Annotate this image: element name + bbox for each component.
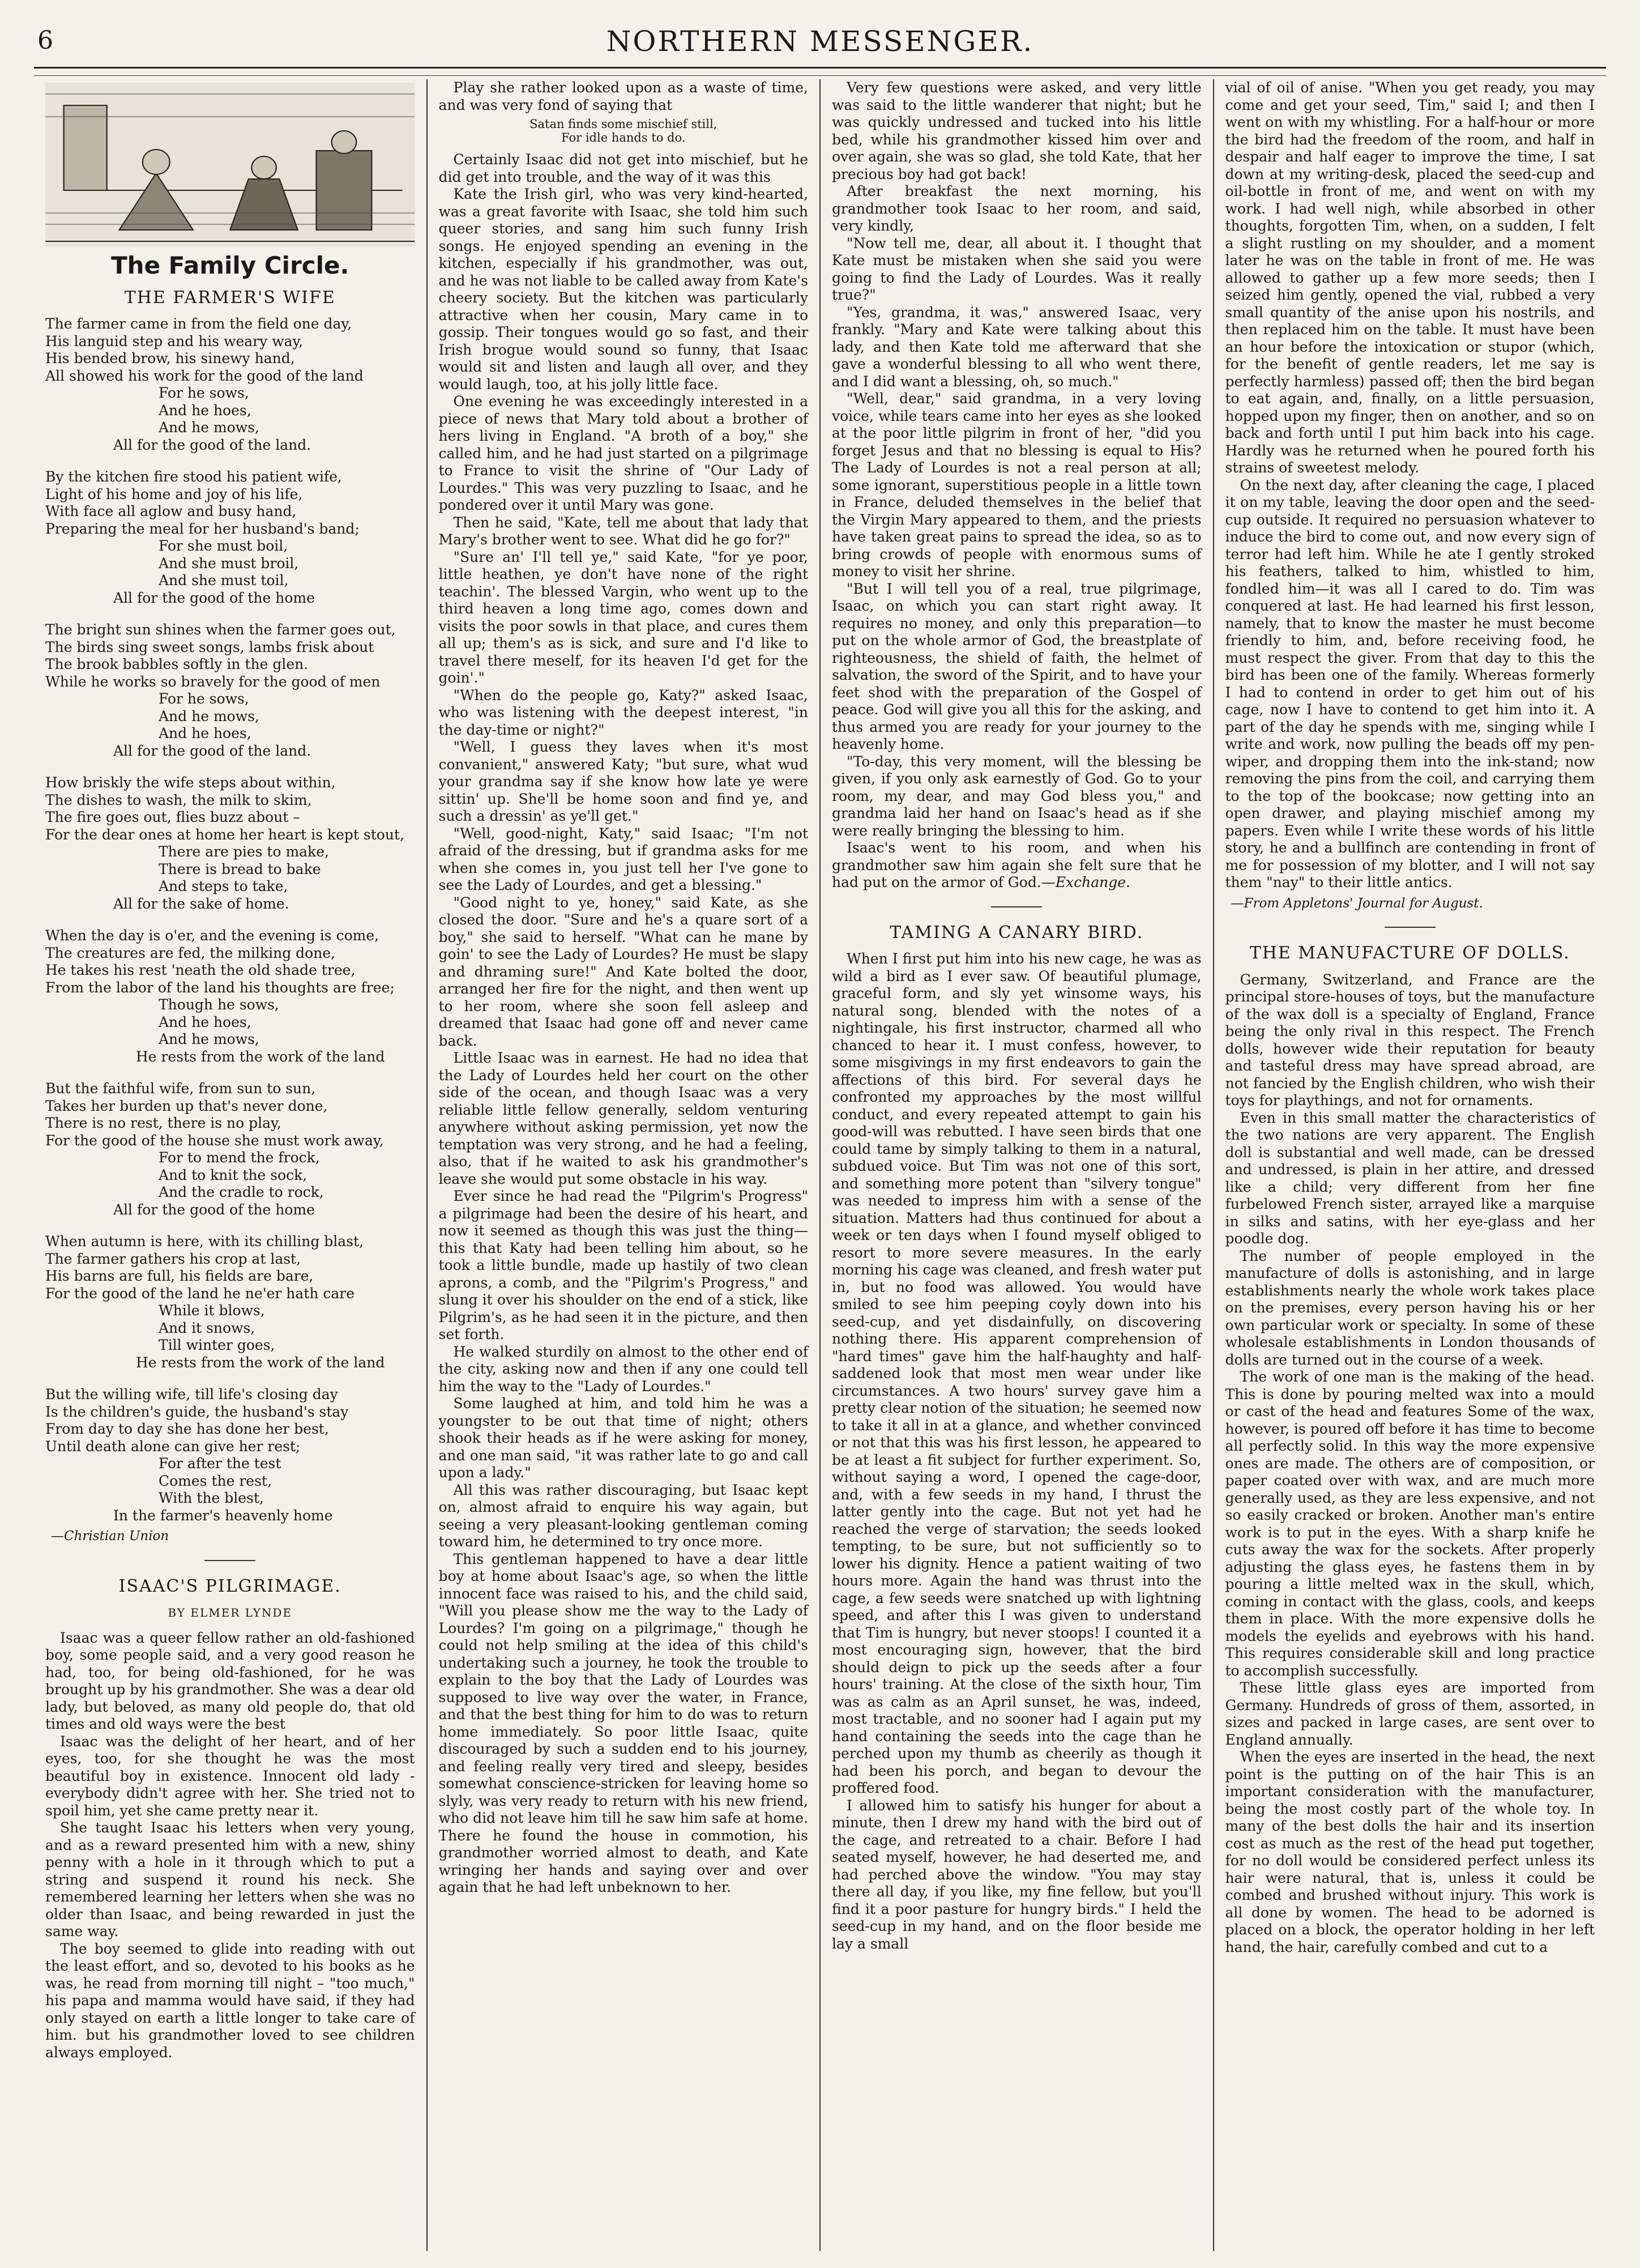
poem-line: All for the good of the land. xyxy=(113,436,311,453)
poem-title: THE FARMER'S WIFE xyxy=(124,287,336,308)
column-1 xyxy=(34,79,428,2251)
story-paragraph: "Well, I guess they laves when it's most convanient," answered Katy; "but sure, what wud your grandma say if she know how late ye were sittin' up. She'll be home soon and find ye, and such a dressin' as ye'll get." xyxy=(438,739,808,824)
poem-line: All for the sake of home. xyxy=(113,895,289,912)
poem-verse xyxy=(45,774,415,913)
story-paragraph: She taught Isaac his letters when very young, and as a reward presented him with a new, shiny penny with a hole in it through which to put a string and suspend it round his neck. She remembered learning her letters when she was no older than Isaac, and being rewarded in just the same way. xyxy=(45,1819,415,1939)
poem-line: All for the good of the home xyxy=(113,589,315,606)
poem-line: When the day is o'er, and the evening is come, xyxy=(45,927,379,944)
poem-line: For to mend the frock, xyxy=(159,1149,320,1166)
poem-line: Preparing the meal for her husband's band; xyxy=(45,520,360,537)
story-paragraph: "Yes, grandma, it was," answered Isaac, very frankly. "Mary and Kate were talking about this lady, and then Kate told me afterward that she gave a wonderful blessing to all who went there, and I did want a blessing, oh, so much." xyxy=(832,304,1202,390)
article-paragraph: vial of oil of anise. "When you get ready, you may come and get your seed, Tim," said I; and then I went on with my whistling. For a half-hour or more the bird had the freedom of the room, and half in despair and half eager to improve the time, I sat down at my writing-desk, placed the seed-cup and oil-bottle in front of me, and went on with my work. I had well nigh, while absorbed in other thoughts, forgotten Tim, when, on a sudden, I felt a slight rustling on my shoulder, and a moment later he was on the table in front of me. He was allowed to gather up a few more seeds; then I seized him gently, opened the vial, rubbed a very small quantity of the anise upon his nostrils, and then replaced him on the table. It must have been an hour before the intoxication or stupor (which, for the benefit of gentle readers, let me say is perfectly harmless) passed off; then the bird began to eat again, and, finally, on a little persuasion, hopped upon my finger, then on another, and so on back and forth until I put him back into his cage. Hardly was he returned when he poured forth his strains of sweetest melody. xyxy=(1225,79,1595,476)
story-paragraph xyxy=(832,839,1202,892)
poem-line: But the faithful wife, from sun to sun, xyxy=(45,1080,316,1097)
poem-line: The farmer gathers his crop at last, xyxy=(45,1250,301,1267)
article-paragraph: On the next day, after cleaning the cage, I placed it on my table, leaving the door open and the seed-cup outside. It required no persuasion whatever to induce the bird to come out, and now every sign of terror had left him. While he ate I gently stroked his feathers, talked to him, whistled to him, fondled him—it was all I cared to do. Tim was conquered at last. He had learned his first lesson, namely, that to know the master he must become friendly to him, and, before receiving food, he must respect the giver. From that day to this the bird has been one of the family. Whereas formerly I had to contend in order to get him out of his cage, now I have to contend to get him into it. A part of the day he spends with me, singing while I write and work, now pulling the beads off my pen-wiper, and dropping them into the ink-stand; now removing the pins from the coil, and carrying them to the top of the bookcase; now getting into an open drawer, and playing mischief among my papers. Even while I write these words of his little story, he and a bullfinch are contending in front of me for possession of my blotter, and I will not say them "nay" to their little antics. xyxy=(1225,476,1595,890)
page-number: 6 xyxy=(37,26,53,55)
story-paragraph: "But I will tell you of a real, true pilgrimage, Isaac, on which you can start right away. It requires no money, and only this preparation—to put on the whole armor of God, the breastplate of righteousness, the shield of faith, the helmet of salvation, the sword of the Spirit, and to have your feet shod with the preparation of the Gospel of peace. God will give you all this for the asking, and thus armed you are ready for your journey to the heavenly home. xyxy=(832,580,1202,752)
poem-line: By the kitchen fire stood his patient wife, xyxy=(45,468,342,485)
motto-line: Satan finds some mischief still, xyxy=(529,117,718,131)
poem-verse xyxy=(45,316,415,454)
column-3 xyxy=(821,79,1214,2251)
poem-verse xyxy=(45,468,415,607)
poem-line: And he mows, xyxy=(159,707,259,724)
story-paragraph: After breakfast the next morning, his grandmother took Isaac to her room, and said, very kindly, xyxy=(832,183,1202,234)
story-paragraph-text: Isaac's went to his room, and when his grandmother saw him again she felt sure that he had put on the armor of God.— xyxy=(832,839,1202,890)
article-paragraph: The work of one man is the making of the head. This is done by pouring melted wax into a mould or cast of the head and features Some of the wax, however, is poured off before it has time to become all perfectly solid. In this way the more expensive ones are made. The others are of composition, or paper coated over with wax, and are much more generally used, as they are less expensive, and not so easily cracked or broken. Another man's entire work is to put in the eyes. With a sharp knife he cuts away the wax for the sockets. After properly adjusting the glass eyes, he fastens them in by pouring a little melted wax in the skull, which, coming in contact with the glass, cools, and keeps them in place. With the more expensive dolls he models the eyelids and eyebrows with his hand. This requires considerable skill and long practice to accomplish successfully. xyxy=(1225,1369,1595,1679)
poem-line: While he works so bravely for the good of men xyxy=(45,673,381,690)
article-paragraph: Germany, Switzerland, and France are the principal store-houses of toys, but the manufacture of the wax doll is a specialty of England, France being the only rival in this respect. The French dolls, however wide their reputation for beauty and tasteful dress may have spread abroad, are not fancied by the English children, who wish their toys for playthings, and not for ornaments. xyxy=(1225,971,1595,1109)
poem-line: How briskly the wife steps about within, xyxy=(45,774,336,791)
article-paragraph: Even in this small matter the characteristics of the two nations are very apparent. The English doll is substantial and well made, can be dressed and undressed, is plain in her attire, and dressed like a child; very different from her fine furbelowed French sister, arrayed like a marquise in silks and satins, with her eye-glass and her poodle dog. xyxy=(1225,1109,1595,1247)
section-divider xyxy=(204,1560,255,1561)
poem-line: The brook babbles softly in the glen. xyxy=(45,656,309,672)
article-title: THE MANUFACTURE OF DOLLS. xyxy=(1249,943,1570,963)
poem-line: There are pies to make, xyxy=(159,843,329,860)
poem-line: And the cradle to rock, xyxy=(159,1184,324,1200)
poem-credit: —Christian Union xyxy=(51,1529,169,1544)
masthead xyxy=(34,23,1606,69)
columns xyxy=(34,79,1606,2251)
story-paragraph: Kate the Irish girl, who was very kind-hearted, was a great favorite with Isaac, she told him such queer stories, and sang him such funny Irish songs. He enjoyed spending an evening in the kitchen, especially if his grandmother, was out, and he was not liable to be called away from Kate's cheery society. But the kitchen was particularly attractive when her cousin, Mary came in to gossip. Their tongues would go so fast, and their Irish brogue would sound so funny, that Isaac would sit and listen and laugh all over, and they would laugh, too, at his jolly little face. xyxy=(438,186,808,393)
poem-line: When autumn is here, with its chilling blast, xyxy=(45,1233,364,1250)
poem-line: And he hoes, xyxy=(159,402,251,419)
poem-line: The fire goes out, flies buzz about – xyxy=(45,809,300,825)
poem-line: The creatures are fed, the milking done, xyxy=(45,944,336,961)
poem-line: With face all aglow and busy hand, xyxy=(45,503,297,519)
section-heading: The Family Circle. xyxy=(111,251,349,279)
poem-line: For the good of the house she must work away, xyxy=(45,1132,384,1149)
poem-line: The dishes to wash, the milk to skim, xyxy=(45,791,312,808)
poem-line: For he sows, xyxy=(159,690,249,707)
poem-line: From day to day she has done her best, xyxy=(45,1421,329,1437)
poem-line: His languid step and his weary way, xyxy=(45,332,304,349)
poem-line: There is bread to bake xyxy=(159,860,321,877)
story-paragraph: "Sure an' I'll tell ye," said Kate, "for ye poor, little heathen, ye don't have none of the right teachin'. The blessed Vargin, who went up to the third heaven a long time ago, comes down and visits the poor sowls in that place, and cures them all up; them's as is sick, and sure and I'd like to travel there meself, for its heaven I'd get for the goin'." xyxy=(438,548,808,686)
poem-line: And to knit the sock, xyxy=(159,1166,308,1183)
poem-line: And it snows, xyxy=(159,1319,255,1336)
article-paragraph: I allowed him to satisfy his hunger for about a minute, then I drew my hand with the bird out of the cage, and retreated to a chair. Before I had seated myself, however, he had deserted me, and had perched above the window. "You may stay there all day, if you like, my fine fellow, but you'll find it a poor pasture for hungry birds." I held the seed-cup in my hand, and on the floor beside me lay a small xyxy=(832,1797,1202,1952)
article-paragraph: These little glass eyes are imported from Germany. Hundreds of gross of them, assorted, in sizes and packed in large cases, are sent over to England annually. xyxy=(1225,1679,1595,1748)
article-paragraph: When the eyes are inserted in the head, the next point is the putting on of the hair This is an important consideration with the manufacturer, being the most costly part of the whole toy. In many of the best dolls the hair and its insertion cost as much as the rest of the head put together, for no doll would be considered perfect unless its hair were natural, that is, unless it could be combed and brushed without injury. This work is all done by women. The head to be adorned is placed on a block, the operator holding in her left hand, the hair, carefully combed and cut to a xyxy=(1225,1749,1595,1955)
story-paragraph: "When do the people go, Katy?" asked Isaac, who was listening with the deepest interest, "in the day-time or night?" xyxy=(438,687,808,738)
poem xyxy=(45,316,415,1524)
poem-line: Takes her burden up that's never done, xyxy=(45,1097,328,1114)
poem-verse xyxy=(45,1080,415,1218)
poem-line: There is no rest, there is no play, xyxy=(45,1115,281,1131)
story-paragraph: Ever since he had read the "Pilgrim's Progress" a pilgrimage had been the desire of his heart, and now it seemed as though this was just the thing—this that Katy had been telling him about, so he took a little bundle, made up hastily of two clean aprons, a comb, and the "Pilgrim's Progress," and slung it over his shoulder on the end of a stick, like Pilgrim's, as he had seen it in the picture, and then set forth. xyxy=(438,1188,808,1342)
poem-line: Till winter goes, xyxy=(159,1337,275,1353)
story-paragraph: Very few questions were asked, and very little was said to the little wanderer that night; but he was quickly undressed and tucked into his little bed, while his grandmother kissed him over and over again, she was so glad, she told Kate, that her precious boy had got back! xyxy=(832,79,1202,182)
story-paragraph: "Good night to ye, honey," said Kate, as she closed the door. "Sure and he's a quare sort of a boy," she said to herself. "What can he mane by goin' to see the Lady of Lourdes? He must be slapy and dhraming sure!" And Kate bolted the door, arranged her fire for the night, and then went up to her room, where she soon fell asleep and dreamed that Isaac had gone off and never came back. xyxy=(438,894,808,1049)
article-paragraph: The number of people employed in the manufacture of dolls is astonishing, and in large establishments nearly the whole work takes place on the premises, every person having his or her own particular work or specialty. In some of these wholesale establishments in London thousands of dolls are turned out in the course of a week. xyxy=(1225,1247,1595,1368)
motto xyxy=(439,117,809,144)
poem-line: Until death alone can give her rest; xyxy=(45,1438,301,1455)
poem-verse xyxy=(45,1386,415,1524)
poem-line: The birds sing sweet songs, lambs frisk about xyxy=(45,638,374,655)
poem-line: Comes the rest, xyxy=(159,1472,272,1489)
story-paragraph: This gentleman happened to have a dear little boy at home about Isaac's age, so when the little innocent face was raised to his, and the child said, "Will you please show me the way to the Lady of Lourdes? I'm going on a pilgrimage," though he could not help smiling at the idea of this child's undertaking such a journey, he took the trouble to explain to the boy that the Lady of Lourdes was supposed to live way over the water, in France, and that the best thing for him to do was to return home immediately. So poor little Isaac, quite discouraged by such a sudden end to his journey, and feeling really very tired and sleepy, besides somewhat conscience-stricken for leaving home so slyly, was very ready to return with his new friend, who did not leave him till he saw him safe at home. There he found the house in commotion, his grandmother worried almost to death, and Kate wringing her hands and saying over and over again that he had left unbeknown to her. xyxy=(438,1550,808,1895)
section-divider xyxy=(1385,927,1436,928)
poem-line: He takes his rest 'neath the old shade tree, xyxy=(45,962,356,978)
story-paragraph: Some laughed at him, and told him he was a youngster to be out that time of night; others shook their heads as if he were asking for money, and one man said, "it was rather late to go and call upon a lady." xyxy=(438,1395,808,1481)
poem-line: And she must toil, xyxy=(159,572,289,589)
poem-line: The farmer came in from the field one day, xyxy=(45,316,352,332)
poem-line: And he hoes, xyxy=(159,1013,251,1030)
family-scene-engraving xyxy=(45,83,415,247)
poem-line: For the good of the land he ne'er hath care xyxy=(45,1285,355,1302)
story-paragraph: Then he said, "Kate, tell me about that lady that Mary's brother went to see. What did he go for?" xyxy=(438,514,808,548)
poem-line: In the farmer's heavenly home xyxy=(113,1507,333,1524)
section-divider xyxy=(991,906,1042,907)
story-paragraph: "Well, good-night, Katy," said Isaac; "I'm not afraid of the dressing, but if grandma asks for me when she comes in, you just tell her I've gone to see the Lady of Lourdes, and get a blessing." xyxy=(438,825,808,893)
poem-line: For he sows, xyxy=(159,385,249,401)
article-paragraph: When I first put him into his new cage, he was as wild a bird as I ever saw. Of beautiful plumage, graceful form, and sly yet winsome ways, his natural song, blended with the notes of a nightingale, his first instructor, charmed all who chanced to hear it. I must confess, however, to some misgivings in my first endeavors to gain the affections of this bird. For several days he confronted my approaches by the most willful conduct, and every repeated attempt to gain his good-will was rebutted. I have seen birds that one could tame by simply talking to them in a natural, subdued voice. But Tim was not one of this sort, and something more potent than "silvery tongue" was needed to impress him with a sense of the situation. Matters had thus continued for about a week or ten days when I found myself obliged to resort to more severe measures. In the early morning his cage was cleaned, and fresh water put in, but no food was allowed. You would have smiled to see him peeping coyly down into his seed-cup, and yet disdainfully, on discovering nothing there. His apparent comprehension of "hard times" gave him the half-haughty and half-saddened look that most men wear under like circumstances. A two hours' survey gave him a pretty clear notion of the situation; he seemed now to take it all in at a glance, and whether convinced or not that this was his first lesson, he appeared to be at least a fit subject for further experiment. So, without saying a word, I opened the cage-door, and, with a few seeds in my hand, I thrust the latter gently into the cage. But not yet had he reached the verge of starvation; the seeds looked tempting, to be sure, but not sufficiently so to lower his dignity. Hence a patient waiting of two hours more. Again the hand was thrust into the cage, a few seeds were snatched up with lightning speed, and after this I was given to understand that Tim is hungry, but never stoops! I counted it a most encouraging sign, however, that the bird should deign to pick up the seeds after a four hours' training. At the close of the sixth hour, Tim was as calm as an April sunset, he was, indeed, most tractable, and no sooner had I again put my hand containing the seeds into the cage than he perched upon my thumb as cheerily as though it had been his porch, and began to devour the proffered food. xyxy=(832,950,1202,1796)
poem-line: Though he sows, xyxy=(159,996,279,1013)
poem-line: While it blows, xyxy=(159,1302,265,1319)
poem-line: With the blest, xyxy=(159,1490,264,1506)
story-paragraph: He walked sturdily on almost to the other end of the city, asking now and then if any one could tell him the way to the "Lady of Lourdes." xyxy=(438,1343,808,1395)
motto-line: For idle hands to do. xyxy=(561,131,686,144)
poem-verse xyxy=(45,927,415,1065)
story-paragraph: Isaac was a queer fellow rather an old-fashioned boy, some people said, and a very good reason he had, too, for being old-fashioned, for he was brought up by his grandmother. She was a dear old lady, but beloved, as many old people do, that old times and old ways were the best xyxy=(45,1629,415,1732)
story-paragraph: Little Isaac was in earnest. He had no idea that the Lady of Lourdes held her court on the other side of the ocean, and though Isaac was a very reliable little fellow generally, seldom venturing anywhere without asking permission, yet now the temptation was very strong, and he had a feeling, also, that if he waited to ask his grandmother's leave she would put some obstacle in his way. xyxy=(438,1050,808,1187)
story-byline: BY ELMER LYNDE xyxy=(168,1606,293,1619)
poem-verse xyxy=(45,1233,415,1371)
newspaper-title: NORTHERN MESSENGER. xyxy=(606,25,1034,58)
poem-line: For after the test xyxy=(159,1455,281,1472)
poem-line: The bright sun shines when the farmer goes out, xyxy=(45,621,396,638)
poem-line: Light of his home and joy of his life, xyxy=(45,485,303,502)
poem-verse xyxy=(45,621,415,760)
poem-line: For the dear ones at home her heart is kept stout, xyxy=(45,826,404,843)
story-title: ISAAC'S PILGRIMAGE. xyxy=(118,1576,341,1596)
story-paragraph: "Now tell me, dear, all about it. I thought that Kate must be mistaken when she said you were going to find the Lady of Lourdes. Was it really true?" xyxy=(832,235,1202,303)
story-credit: Exchange. xyxy=(1055,874,1130,890)
story-paragraph: Isaac was the delight of her heart, and of her eyes, too, for she thought he was the most beautiful boy in existence. Innocent old lady - everybody didn't agree with her. She tried not to spoil him, yet she came pretty near it. xyxy=(45,1733,415,1819)
poem-line: And steps to take, xyxy=(159,878,288,894)
poem-line: And she must broil, xyxy=(159,555,299,572)
poem-line: His barns are full, his fields are bare, xyxy=(45,1268,314,1284)
poem-line: Is the children's guide, the husband's stay xyxy=(45,1403,349,1420)
story-paragraph: All this was rather discouraging, but Isaac kept on, almost afraid to enquire his way again, but seeing a very pleasant-looking gentleman coming toward him, he determined to try once more. xyxy=(438,1481,808,1550)
story-paragraph: One evening he was exceedingly interested in a piece of news that Mary told about a brother of hers living in England. "A broth of a boy," she called him, and he had just started on a pilgrimage to France to visit the shrine of "Our Lady of Lourdes." This was very puzzling to Isaac, and he pondered over it until Mary was gone. xyxy=(438,393,808,513)
poem-line: All showed his work for the good of the land xyxy=(45,367,364,384)
poem-line: From the labor of the land his thoughts are free; xyxy=(45,979,395,996)
story-paragraph: "To-day, this very moment, will the blessing be given, if you only ask earnestly of God. Go to your room, my dear, and may God bless you," and grandma laid her hand on Isaac's head as if she were really bringing the blessing to him. xyxy=(832,753,1202,839)
poem-line: And he mows, xyxy=(159,419,259,436)
poem-line: For she must boil, xyxy=(159,538,288,554)
masthead-rule xyxy=(34,72,1606,76)
poem-line: He rests from the work of the land xyxy=(136,1354,385,1371)
poem-line: And he hoes, xyxy=(159,725,251,741)
column-4 xyxy=(1214,79,1607,2251)
article-credit: —From Appletons' Journal for August. xyxy=(1231,896,1483,911)
poem-line: All for the good of the land. xyxy=(113,742,311,759)
poem-line: He rests from the work of the land xyxy=(136,1048,385,1065)
poem-line: All for the good of the home xyxy=(113,1201,315,1218)
story-paragraph: Certainly Isaac did not get into mischief, but he did get into trouble, and the way of it was this xyxy=(438,151,808,185)
article-title: TAMING A CANARY BIRD. xyxy=(890,922,1144,943)
story-paragraph: Play she rather looked upon as a waste of time, and was very fond of saying that xyxy=(438,79,808,113)
poem-line: But the willing wife, till life's closing day xyxy=(45,1386,338,1402)
poem-line: And he mows, xyxy=(159,1031,259,1047)
story-paragraph: "Well, dear," said grandma, in a very loving voice, while tears came into her eyes as she looked at the poor little pilgrim in front of her, "did you forget Jesus and that no blessing is equal to His? The Lady of Lourdes is not a real person at all; some ignorant, superstitious people in a little town in France, deluded themselves in the belief that the Virgin Mary appeared to them, and the priests have taken great pains to spread the idea, so as to bring crowds of people with enormous sums of money to visit her shrine. xyxy=(832,390,1202,579)
column-2 xyxy=(428,79,821,2251)
story-paragraph: The boy seemed to glide into reading with out the least effort, and so, devoted to his books as he was, he read from morning till night – "too much," his papa and mamma would have said, if they had only stayed on earth a little longer to take care of him. but his grandmother loved to see children always employed. xyxy=(45,1940,415,2061)
poem-line: His bended brow, his sinewy hand, xyxy=(45,350,295,366)
